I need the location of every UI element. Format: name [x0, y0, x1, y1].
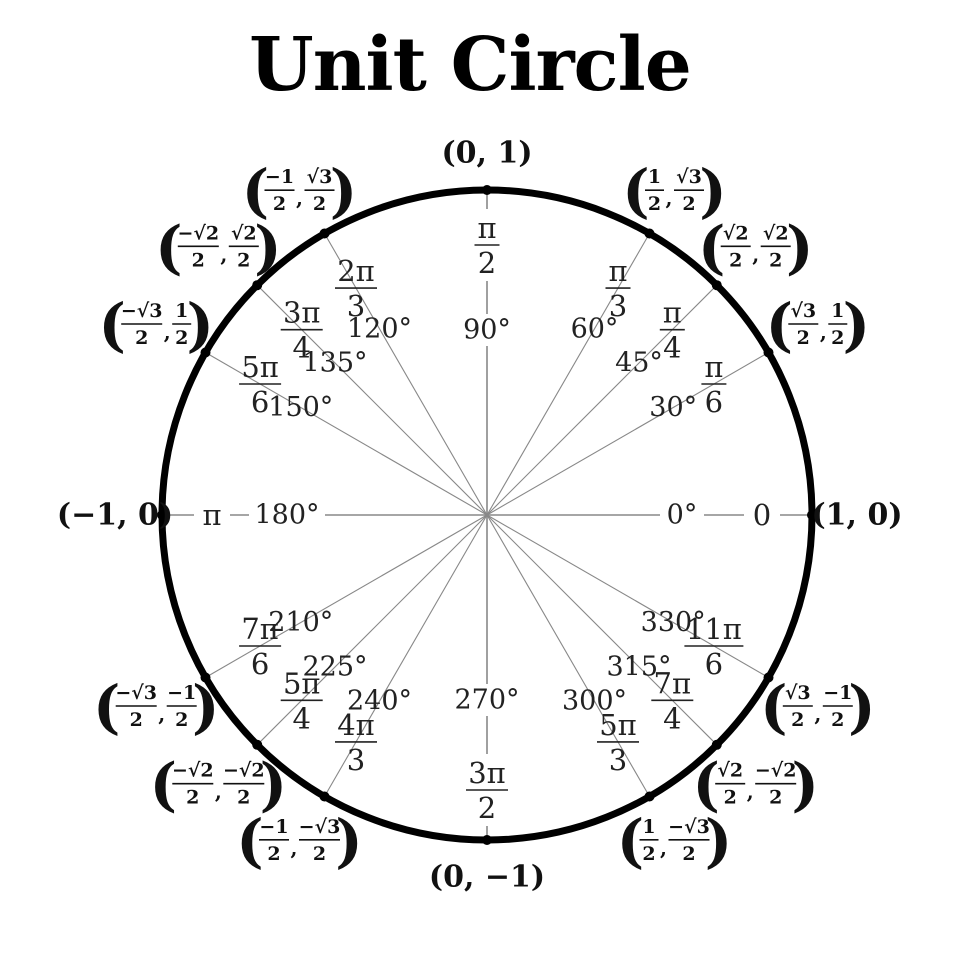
radian-label-0 — [753, 498, 771, 532]
coordinate-open-paren-240: ( — [236, 806, 264, 875]
point-270 — [482, 835, 492, 845]
coordinate-close-paren-30: ) — [842, 291, 871, 359]
coordinate-close-paren-60: ) — [699, 157, 727, 226]
radian-denominator-60: 3 — [608, 289, 628, 324]
point-60 — [645, 229, 655, 239]
radian-numerator-330: 11π — [685, 612, 742, 646]
coordinate-x-denominator-300: 2 — [642, 842, 656, 865]
coordinate-x-denominator-225: 2 — [186, 786, 200, 809]
radian-label-225 — [281, 666, 323, 735]
coordinate-x-numerator-150: −√3 — [120, 300, 163, 322]
coordinate-x-numerator-30: √3 — [790, 300, 817, 322]
radian-value-180: π — [202, 498, 222, 532]
coordinate-comma-135: , — [220, 242, 228, 267]
coordinate-y-denominator-120: 2 — [312, 193, 327, 216]
radian-numerator-120: 2π — [337, 254, 375, 289]
radian-denominator-30: 6 — [704, 385, 724, 419]
coordinate-y-denominator-300: 2 — [682, 842, 696, 865]
radian-numerator-270: 3π — [468, 756, 506, 790]
degree-label-315: 315° — [606, 651, 672, 683]
coordinate-x-denominator-120: 2 — [272, 193, 287, 216]
coordinate-y-numerator-135: √2 — [230, 222, 257, 245]
degree-label-60: 60° — [570, 313, 619, 345]
coordinate-x-numerator-225: −√2 — [171, 759, 214, 782]
degree-label-90: 90° — [463, 314, 511, 346]
coordinate-value-270: (0, −1) — [428, 859, 546, 895]
degree-label-45: 45° — [615, 347, 663, 379]
radian-denominator-240: 3 — [346, 742, 366, 777]
coordinate-y-denominator-330: 2 — [831, 709, 845, 731]
coordinate-open-paren-45: ( — [697, 213, 726, 282]
degree-label-0: 0° — [666, 499, 698, 531]
coordinate-close-paren-210: ) — [191, 673, 220, 741]
coordinate-label-225 — [150, 751, 287, 819]
radian-numerator-60: π — [608, 254, 628, 289]
coordinate-close-paren-330: ) — [848, 673, 876, 741]
coordinate-y-denominator-210: 2 — [175, 709, 189, 731]
radian-numerator-150: 5π — [241, 350, 279, 384]
radian-numerator-300: 5π — [599, 707, 637, 742]
coordinate-y-numerator-45: √2 — [762, 222, 789, 245]
coordinate-label-0 — [811, 498, 902, 533]
point-45 — [712, 280, 722, 290]
point-135 — [252, 280, 262, 290]
coordinate-label-135 — [155, 213, 281, 281]
radian-numerator-240: 4π — [337, 707, 375, 742]
coordinate-comma-120: , — [296, 186, 303, 211]
radian-label-180 — [202, 498, 221, 532]
radian-denominator-90: 2 — [477, 246, 497, 280]
coordinate-y-numerator-60: √3 — [676, 166, 702, 189]
coordinate-y-denominator-150: 2 — [175, 327, 189, 349]
coordinate-comma-45: , — [752, 242, 760, 267]
coordinate-open-paren-225: ( — [149, 750, 178, 819]
coordinate-value-0: (1, 0) — [811, 497, 903, 533]
radian-label-60 — [606, 254, 631, 323]
coordinate-y-denominator-135: 2 — [237, 249, 251, 272]
coordinate-y-numerator-240: −√3 — [298, 815, 341, 838]
coordinate-y-denominator-30: 2 — [831, 327, 845, 349]
coordinate-comma-330: , — [814, 702, 822, 726]
coordinate-x-numerator-45: √2 — [722, 222, 749, 245]
coordinate-x-numerator-315: √2 — [717, 759, 744, 782]
coordinate-x-denominator-210: 2 — [129, 709, 143, 731]
coordinate-x-denominator-315: 2 — [723, 786, 737, 809]
coordinate-label-210 — [93, 673, 219, 741]
coordinate-label-180 — [57, 498, 173, 533]
coordinate-y-numerator-30: 1 — [831, 300, 845, 322]
coordinate-x-numerator-60: 1 — [647, 166, 662, 189]
diagram-title: Unit Circle — [249, 22, 691, 108]
coordinate-comma-240: , — [290, 835, 298, 860]
radian-denominator-120: 3 — [346, 289, 366, 324]
coordinate-label-150 — [98, 291, 213, 359]
coordinate-comma-315: , — [746, 779, 754, 804]
radian-denominator-45: 4 — [663, 330, 682, 365]
coordinate-comma-300: , — [660, 835, 667, 860]
coordinate-x-denominator-45: 2 — [729, 249, 743, 272]
degree-label-270: 270° — [454, 684, 520, 716]
radian-numerator-90: π — [477, 211, 497, 245]
coordinate-x-denominator-60: 2 — [647, 193, 662, 216]
coordinate-y-numerator-225: −√2 — [222, 759, 265, 782]
radian-label-210 — [239, 612, 281, 681]
point-300 — [645, 792, 655, 802]
coordinate-close-paren-150: ) — [186, 291, 214, 359]
coordinate-value-180: (−1, 0) — [56, 497, 174, 533]
degree-label-180: 180° — [254, 499, 320, 531]
radian-denominator-330: 6 — [704, 647, 724, 681]
coordinate-label-30 — [766, 291, 870, 359]
coordinate-x-numerator-300: 1 — [642, 815, 656, 838]
coordinate-y-denominator-240: 2 — [312, 842, 327, 865]
coordinate-y-denominator-60: 2 — [682, 193, 696, 216]
coordinate-close-paren-45: ) — [785, 213, 814, 282]
point-240 — [320, 792, 330, 802]
degree-label-225: 225° — [302, 651, 368, 683]
radian-numerator-210: 7π — [241, 612, 279, 646]
radian-numerator-135: 3π — [282, 295, 321, 330]
coordinate-open-paren-210: ( — [92, 673, 121, 741]
degree-label-135: 135° — [302, 347, 368, 379]
radian-denominator-150: 6 — [250, 385, 270, 419]
coordinate-open-paren-120: ( — [241, 157, 270, 226]
radian-label-90 — [475, 211, 500, 280]
coordinate-comma-150: , — [163, 320, 171, 344]
coordinate-x-numerator-330: √3 — [784, 682, 811, 704]
coordinate-comma-30: , — [819, 320, 827, 344]
radian-denominator-315: 4 — [663, 701, 682, 736]
coordinate-x-denominator-30: 2 — [796, 327, 810, 349]
coordinate-close-paren-135: ) — [254, 213, 282, 282]
degree-label-210: 210° — [268, 607, 334, 638]
point-90 — [482, 185, 492, 195]
coordinate-label-330 — [760, 673, 875, 741]
coordinate-y-denominator-225: 2 — [237, 786, 251, 809]
coordinate-open-paren-135: ( — [155, 213, 183, 282]
coordinate-label-315 — [692, 751, 818, 819]
point-315 — [712, 740, 722, 750]
radian-numerator-30: π — [704, 350, 724, 384]
coordinate-comma-60: , — [665, 186, 673, 211]
radian-denominator-135: 4 — [292, 330, 311, 365]
coordinate-x-denominator-330: 2 — [791, 709, 805, 731]
coordinate-y-numerator-330: −1 — [823, 682, 853, 704]
coordinate-y-numerator-150: 1 — [175, 300, 189, 322]
degree-label-330: 330° — [640, 607, 706, 638]
coordinate-x-numerator-210: −√3 — [115, 682, 158, 704]
coordinate-label-60 — [622, 157, 726, 225]
coordinate-y-denominator-45: 2 — [769, 249, 783, 272]
coordinate-x-numerator-240: −1 — [259, 815, 289, 838]
coordinate-x-numerator-120: −1 — [264, 166, 295, 189]
coordinate-close-paren-240: ) — [335, 806, 363, 875]
coordinate-x-denominator-135: 2 — [191, 249, 205, 272]
radian-label-315 — [651, 666, 693, 735]
coordinate-x-denominator-150: 2 — [135, 327, 149, 349]
coordinate-y-numerator-120: √3 — [306, 166, 333, 189]
coordinate-y-numerator-300: −√3 — [668, 815, 710, 838]
coordinate-open-paren-330: ( — [760, 673, 788, 741]
coordinate-value-90: (0, 1) — [441, 135, 533, 171]
degree-label-150: 150° — [268, 392, 334, 423]
coordinate-label-90 — [441, 136, 532, 171]
radian-value-0: 0 — [752, 498, 772, 532]
radian-denominator-300: 3 — [608, 742, 628, 777]
coordinate-close-paren-300: ) — [704, 806, 733, 875]
point-120 — [320, 229, 330, 239]
degree-label-240: 240° — [346, 685, 413, 717]
coordinate-open-paren-150: ( — [98, 291, 126, 359]
coordinate-comma-210: , — [158, 702, 166, 726]
radian-label-30 — [701, 350, 726, 419]
coordinate-open-paren-315: ( — [692, 750, 720, 819]
degree-label-300: 300° — [561, 685, 628, 717]
coordinate-x-numerator-135: −√2 — [177, 222, 220, 245]
coordinate-open-paren-60: ( — [622, 157, 650, 226]
coordinate-close-paren-225: ) — [259, 750, 288, 819]
radian-label-45 — [660, 296, 685, 365]
coordinate-close-paren-315: ) — [791, 750, 819, 819]
coordinate-y-denominator-315: 2 — [769, 786, 783, 809]
radian-numerator-45: π — [662, 295, 682, 330]
radian-denominator-225: 4 — [292, 701, 311, 736]
radian-numerator-315: 7π — [653, 666, 692, 701]
coordinate-label-240 — [236, 807, 362, 875]
degree-label-30: 30° — [649, 392, 698, 423]
radian-label-330 — [684, 612, 743, 681]
radian-denominator-270: 2 — [477, 791, 497, 825]
coordinate-label-270 — [429, 860, 545, 895]
coordinate-open-paren-300: ( — [616, 806, 645, 875]
coordinate-x-denominator-240: 2 — [267, 842, 281, 865]
degree-label-120: 120° — [346, 313, 413, 345]
coordinate-comma-225: , — [214, 779, 222, 804]
coordinate-open-paren-30: ( — [765, 291, 794, 359]
coordinate-close-paren-120: ) — [329, 157, 358, 226]
point-225 — [252, 740, 262, 750]
radian-numerator-225: 5π — [282, 666, 321, 701]
coordinate-y-numerator-315: −√2 — [754, 759, 797, 782]
radian-denominator-210: 6 — [250, 647, 270, 681]
coordinate-y-numerator-210: −1 — [167, 682, 197, 704]
